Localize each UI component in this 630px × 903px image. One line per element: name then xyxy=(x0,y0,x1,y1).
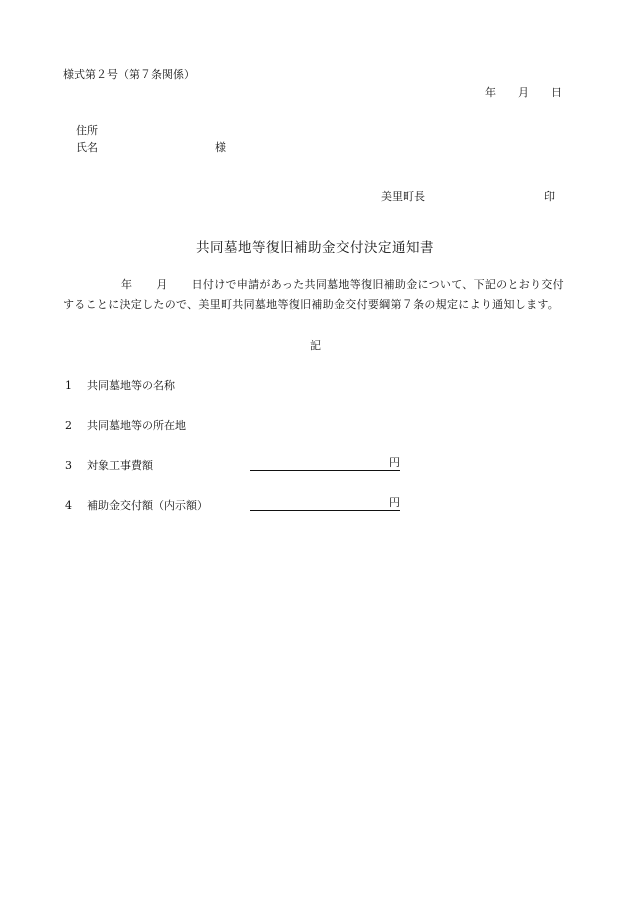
body-text: 日付けで申請があった共同墓地等復旧補助金について、下記のとおり交付することに決定したので、美里町共同墓地等復旧補助金交付要綱第７条の規定により通知します。 xyxy=(63,278,564,311)
date-day-label: 日 xyxy=(551,86,562,99)
item-label: 共同墓地等の所在地 xyxy=(87,419,186,432)
item-construction-cost xyxy=(65,457,153,473)
item-facility-name xyxy=(65,377,175,393)
issuer-mayor: 美里町長 xyxy=(381,190,425,203)
honorific: 様 xyxy=(215,141,226,154)
subsidy-amount-blank xyxy=(250,496,400,511)
item-label: 共同墓地等の名称 xyxy=(87,379,175,392)
body-year: 年 xyxy=(121,278,133,291)
date-month-label: 月 xyxy=(518,86,529,99)
item-label: 対象工事費額 xyxy=(87,459,153,472)
yen-unit: 円 xyxy=(389,456,400,469)
yen-unit: 円 xyxy=(389,496,400,509)
item-subsidy-amount xyxy=(65,497,208,513)
ki-heading: 記 xyxy=(310,339,321,352)
item-number: 4 xyxy=(65,499,72,512)
seal-mark: 印 xyxy=(544,190,555,203)
item-facility-location xyxy=(65,417,186,433)
item-number: 1 xyxy=(65,379,72,392)
item-number: 3 xyxy=(65,459,72,472)
document-title: 共同墓地等復旧補助金交付決定通知書 xyxy=(196,240,434,256)
body-month: 月 xyxy=(156,278,168,291)
notice-body xyxy=(63,275,573,315)
item-number: 2 xyxy=(65,419,72,432)
issue-date xyxy=(485,84,562,100)
name-label: 氏名 xyxy=(76,141,98,154)
form-number: 様式第２号（第７条関係） xyxy=(63,68,195,81)
item-label: 補助金交付額（内示額） xyxy=(87,499,208,512)
construction-cost-blank xyxy=(250,456,400,471)
address-label: 住所 xyxy=(76,124,98,137)
date-year-label: 年 xyxy=(485,86,496,99)
